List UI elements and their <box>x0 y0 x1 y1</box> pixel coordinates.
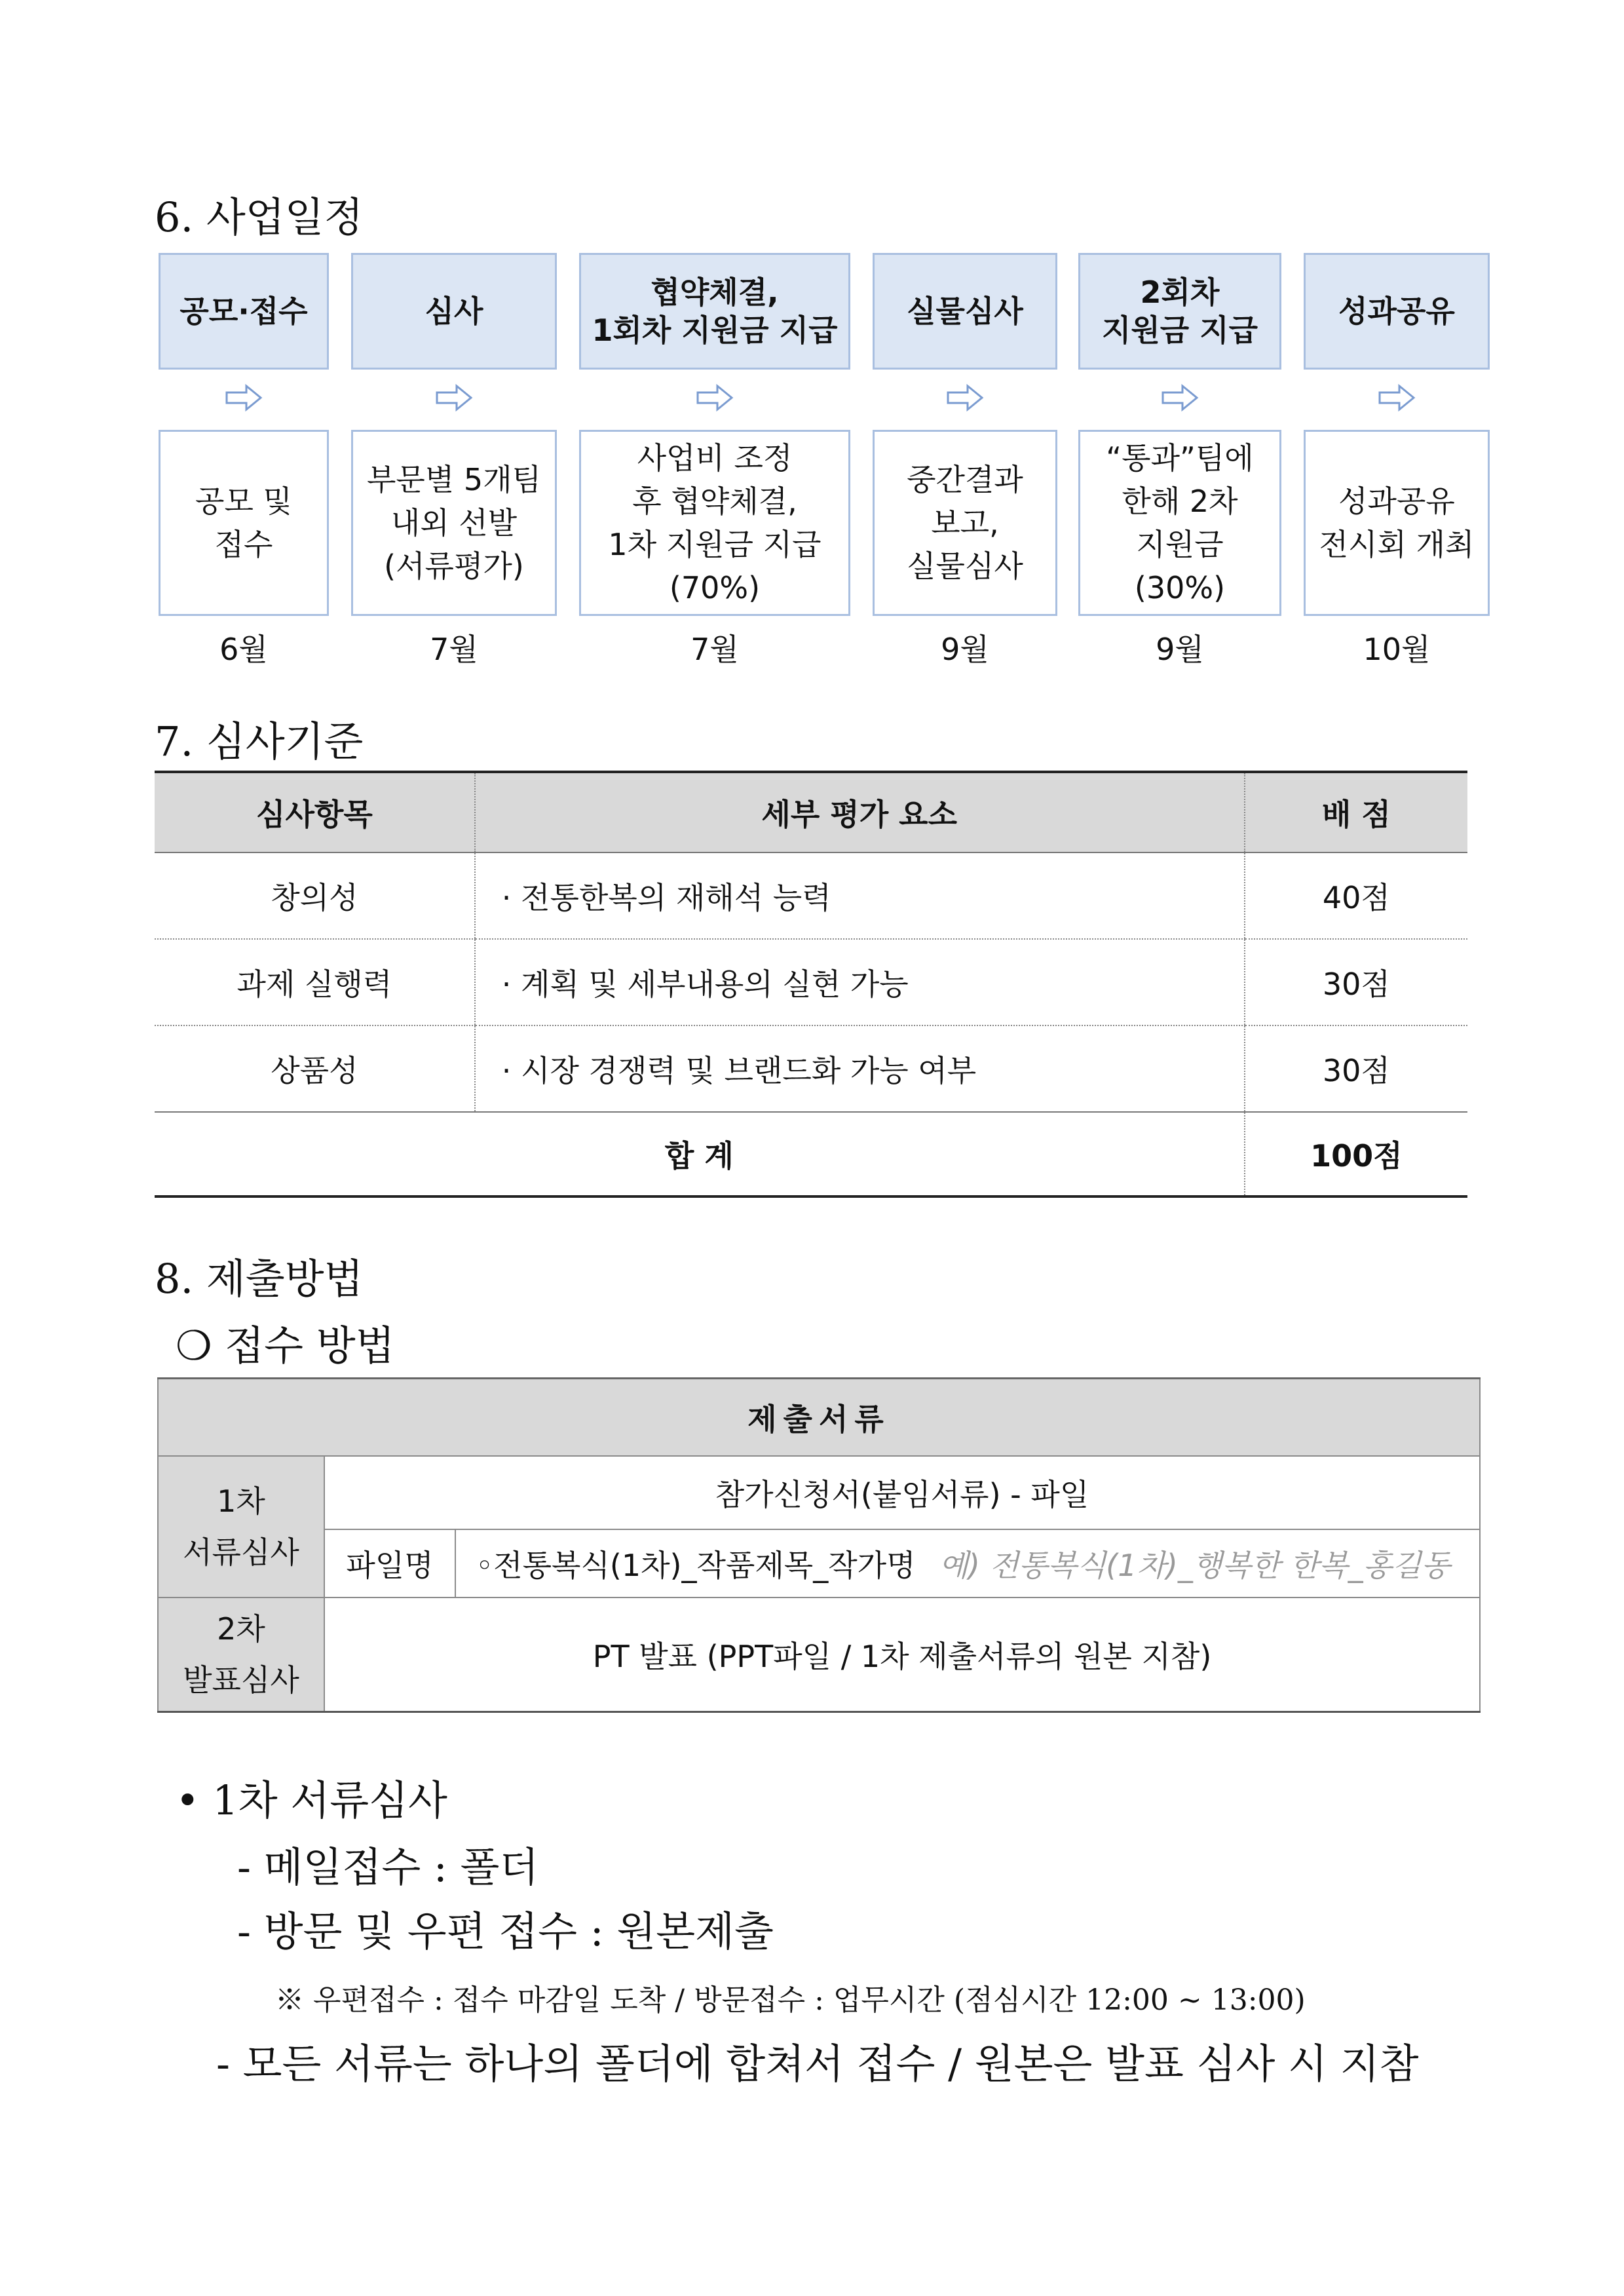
criteria-detail: · 전통한복의 재해석 능력 <box>475 852 1245 939</box>
table-row <box>158 1598 1480 1712</box>
table-row <box>158 1529 1480 1598</box>
table-row <box>158 1456 1480 1529</box>
total-score: 100점 <box>1245 1112 1467 1196</box>
round2-doc: PT 발표 (PPT파일 / 1차 제출서류의 원본 지참) <box>324 1598 1480 1712</box>
schedule-step-month: 6월 <box>219 632 268 667</box>
criteria-item: 창의성 <box>155 852 475 939</box>
bullet-round1: • 1차 서류심사 <box>176 1776 447 1824</box>
filename-example: 예) 전통복식(1차)_행복한 한복_홍길동 <box>939 1548 1450 1583</box>
schedule-step-title: 2회차 지원금 지급 <box>1078 253 1281 370</box>
schedule-step-title: 협약체결, 1회차 지원금 지급 <box>579 253 850 370</box>
right-arrow-icon <box>434 383 474 412</box>
criteria-score: 40점 <box>1245 852 1467 939</box>
table-header-row <box>158 1379 1480 1457</box>
filename-value: ◦전통복식(1차)_작품제목_작가명 <box>476 1548 916 1583</box>
list-item: - 메일접수 : 폴더 <box>237 1843 539 1891</box>
schedule-step-title: 공모·접수 <box>159 253 329 370</box>
right-arrow-icon <box>1377 383 1416 412</box>
schedule-step-desc: “통과”팀에 한해 2차 지원금 (30%) <box>1078 430 1281 616</box>
section-title-schedule: 6. 사업일정 <box>155 193 364 241</box>
criteria-item: 상품성 <box>155 1025 475 1112</box>
criteria-detail: · 시장 경쟁력 및 브랜드화 가능 여부 <box>475 1025 1245 1112</box>
round2-label: 2차 발표심사 <box>158 1598 324 1712</box>
schedule-flow <box>0 0 1624 721</box>
criteria-item: 과제 실행력 <box>155 939 475 1025</box>
schedule-step-desc: 중간결과 보고, 실물심사 <box>873 430 1057 616</box>
schedule-step-desc: 공모 및 접수 <box>159 430 329 616</box>
total-label: 합 계 <box>155 1112 1245 1196</box>
table-header-row <box>155 772 1467 852</box>
table-row <box>155 1025 1467 1112</box>
right-arrow-icon <box>945 383 985 412</box>
criteria-detail: · 계획 및 세부내용의 실현 가능 <box>475 939 1245 1025</box>
table-row <box>155 939 1467 1025</box>
column-header: 심사항목 <box>155 772 475 852</box>
round1-doc: 참가신청서(붙임서류) - 파일 <box>324 1456 1480 1529</box>
section-title-submission: 8. 제출방법 <box>155 1255 364 1303</box>
schedule-step-desc: 성과공유 전시회 개최 <box>1304 430 1490 616</box>
submission-table-header: 제출서류 <box>158 1379 1480 1457</box>
filename-cell <box>455 1529 1480 1598</box>
submission-table <box>157 1377 1481 1713</box>
schedule-step-month: 9월 <box>1156 632 1204 667</box>
right-arrow-icon <box>224 383 263 412</box>
schedule-step-month: 10월 <box>1363 632 1431 667</box>
schedule-step-desc: 부문별 5개팀 내외 선발 (서류평가) <box>351 430 557 616</box>
right-arrow-icon <box>1160 383 1199 412</box>
schedule-step-month: 7월 <box>430 632 478 667</box>
schedule-step-title: 실물심사 <box>873 253 1057 370</box>
schedule-step-month: 9월 <box>941 632 989 667</box>
note: ※ 우편접수 : 접수 마감일 도착 / 방문접수 : 업무시간 (점심시간 12:00 ~ 13:00) <box>275 1983 1306 2017</box>
schedule-step-title: 성과공유 <box>1304 253 1490 370</box>
final-note: - 모든 서류는 하나의 폴더에 합쳐서 접수 / 원본은 발표 심사 시 지참 <box>216 2040 1419 2088</box>
column-header: 세부 평가 요소 <box>475 772 1245 852</box>
criteria-score: 30점 <box>1245 1025 1467 1112</box>
list-item: - 방문 및 우편 접수 : 원본제출 <box>237 1907 774 1955</box>
table-row <box>155 852 1467 939</box>
schedule-step-month: 7월 <box>690 632 739 667</box>
section-title-criteria: 7. 심사기준 <box>155 718 364 765</box>
method-heading: ❍ 접수 방법 <box>176 1322 395 1369</box>
filename-label: 파일명 <box>324 1529 455 1598</box>
schedule-step-desc: 사업비 조정 후 협약체결, 1차 지원금 지급 (70%) <box>579 430 850 616</box>
schedule-step-title: 심사 <box>351 253 557 370</box>
criteria-score: 30점 <box>1245 939 1467 1025</box>
column-header: 배 점 <box>1245 772 1467 852</box>
table-total-row <box>155 1112 1467 1196</box>
right-arrow-icon <box>695 383 734 412</box>
criteria-table <box>155 771 1467 1198</box>
round1-label: 1차 서류심사 <box>158 1456 324 1598</box>
